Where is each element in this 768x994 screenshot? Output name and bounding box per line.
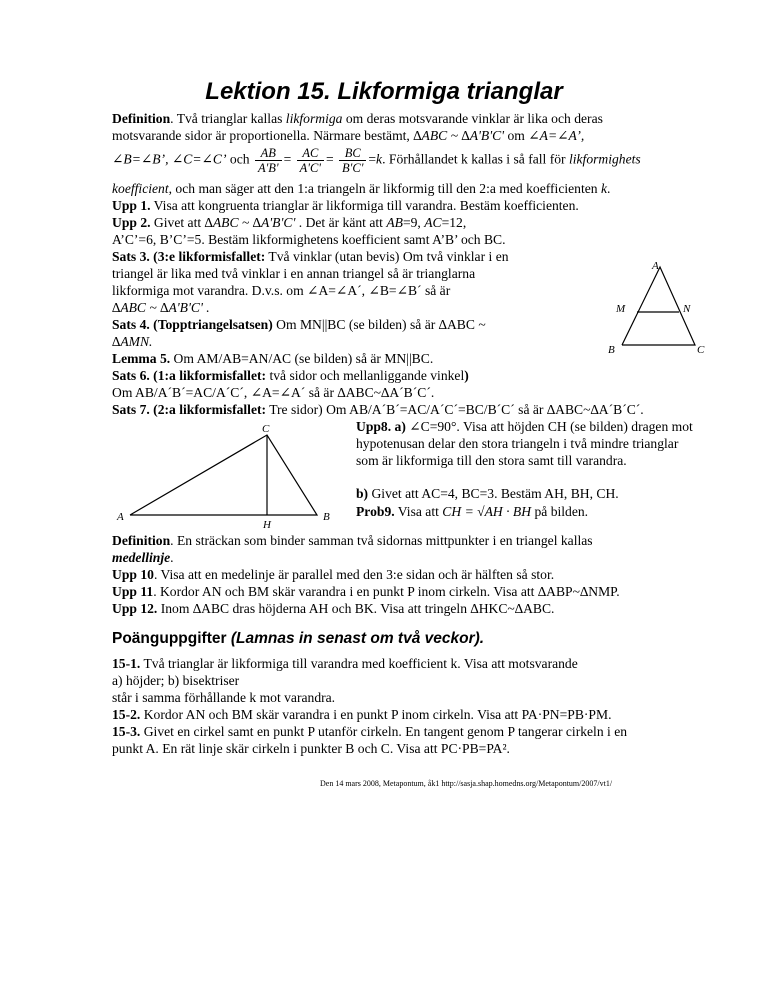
- triangle-mn-figure: [600, 255, 722, 365]
- label-h: H: [263, 519, 271, 530]
- sats7: Sats 7. (2:a likformisfallet: Tre sidor) Om AB/A´B´=AC/A´C´=BC/B´C´ så är ∆ABC~∆A´B´C´.: [112, 402, 644, 417]
- sats3-line-2: triangel är lika med två vinklar i en annan triangel så är trianglarna: [112, 266, 476, 281]
- definition-line-4: koefficient, och man säger att den 1:a triangeln är likformig till den 2:a med koefficienten k.: [112, 181, 611, 196]
- label-b: B: [608, 344, 615, 356]
- fraction-bc: $\frac{BC}{B'C'}$: [339, 146, 366, 175]
- p15-1-line-1: 15-1. Två trianglar är likformiga till varandra med koefficient k. Visa att motsvarande: [112, 656, 578, 671]
- sats3-line-3: likformiga mot varandra. D.v.s. om ∠A=∠A´, ∠B=∠B´ så är: [112, 283, 451, 298]
- definition-line-2: motsvarande sidor är proportionella. Närmare bestämt, ∆ABC ~ ∆A'B'C' om ∠A=∠A’,: [112, 128, 585, 143]
- upp11: Upp 11. Kordor AN och BM skär varandra i en punkt P inom cirkeln. Visa att ∆ABP~∆NMP.: [112, 584, 620, 599]
- definition2-line-1: Definition. En sträckan som binder samman två sidornas mittpunkter i en triangel kallas: [112, 533, 593, 548]
- upp1: Upp 1. Visa att kongruenta trianglar är likformiga till varandra. Bestäm koefficienten.: [112, 198, 579, 213]
- upp8-text: Upp8. a) ∠C=90°. Visa att höjden CH (se bilden) dragen mot hypotenusan delar den stora triangeln i två mindre trianglar som är likformiga till den stora samt till varandra.: [356, 419, 693, 468]
- footer: Den 14 mars 2008, Metapontum, åk1 http://sasja.shap.homedns.org/Metapontum/2007/vt1/: [320, 779, 613, 788]
- p15-1-line-3: står i samma förhållande k mot varandra.: [112, 690, 336, 705]
- label-a: A: [652, 260, 659, 272]
- definition-line-3: ∠B=∠B’, ∠C=∠C’ och $\frac{AB}{A'B'}$ = $\frac{AC}{A'C'}$ = $\frac{BC}{B'C'}$ =k. Förhållandet k kallas i så fall för likformighets: [112, 146, 641, 175]
- p15-3-line-1: 15-3. Givet en cirkel samt en punkt P utanför cirkeln. En tangent genom P tangerar cirkeln i en: [112, 724, 628, 739]
- page-title: Lektion 15. Likformiga trianglar: [205, 78, 563, 105]
- sats4-line-2: ∆AMN.: [112, 334, 153, 349]
- sats4-line-1: Sats 4. (Topptriangelsatsen) Om MN||BC (se bilden) så är ∆ABC ~: [112, 317, 486, 332]
- definition-line-1: Definition. Två trianglar kallas likformiga om deras motsvarande vinklar är lika och deras: [112, 111, 603, 126]
- sats3-line-4: ∆ABC ~ ∆A'B'C' .: [112, 300, 210, 315]
- label-n: N: [683, 303, 691, 315]
- upp10: Upp 10. Visa att en medelinje är parallel med den 3:e sidan och är hälften så stor.: [112, 567, 555, 582]
- fraction-ab: $\frac{AB}{A'B'}$: [255, 146, 282, 175]
- definition2-line-2: medellinje.: [112, 550, 174, 565]
- upp2-line-2: A’C’=6, B’C’=5. Bestäm likformighetens koefficient samt A’B’ och BC.: [112, 232, 506, 247]
- label-a: A: [117, 511, 124, 523]
- right-triangle-figure: [112, 420, 352, 530]
- upp2-line-1: Upp 2. Givet att ∆ABC ~ ∆A'B'C' . Det är känt att AB=9, AC=12,: [112, 215, 467, 230]
- label-c: C: [262, 423, 270, 435]
- sats6-line-1: Sats 6. (1:a likformisfallet: två sidor och mellanliggande vinkel): [112, 368, 469, 383]
- label-m: M: [616, 303, 626, 315]
- lemma5: Lemma 5. Om AM/AB=AN/AC (se bilden) så är MN||BC.: [112, 351, 434, 366]
- sats3-line-1: Sats 3. (3:e likformisfallet: Två vinklar (utan bevis) Om två vinklar i en: [112, 249, 509, 264]
- p15-3-line-2: punkt A. En rät linje skär cirkeln i punkter B och C. Visa att PC·PB=PA².: [112, 741, 510, 756]
- triangle-abc: [130, 435, 317, 515]
- p15-2: 15-2. Kordor AN och BM skär varandra i en punkt P inom cirkeln. Visa att PA·PN=PB·PM.: [112, 707, 612, 722]
- section-heading: Poänguppgifter (Lamnas in senast om två veckor).: [112, 630, 485, 647]
- p15-1-line-2: a) höjder; b) bisektriser: [112, 673, 240, 688]
- upp12: Upp 12. Inom ∆ABC dras höjderna AH och BK. Visa att tringeln ∆HKC~∆ABC.: [112, 601, 555, 616]
- label-b: B: [323, 511, 330, 523]
- upp8-b: b) Givet att AC=4, BC=3. Bestäm AH, BH, CH.: [356, 486, 619, 501]
- fraction-ac: $\frac{AC}{A'C'}$: [297, 146, 324, 175]
- prob9: Prob9. Visa att CH = √AH · BH på bilden.: [356, 504, 589, 519]
- sats6-line-2: Om AB/A´B´=AC/A´C´, ∠A=∠A´ så är ∆ABC~∆A´B´C´.: [112, 385, 435, 400]
- label-c: C: [697, 344, 705, 356]
